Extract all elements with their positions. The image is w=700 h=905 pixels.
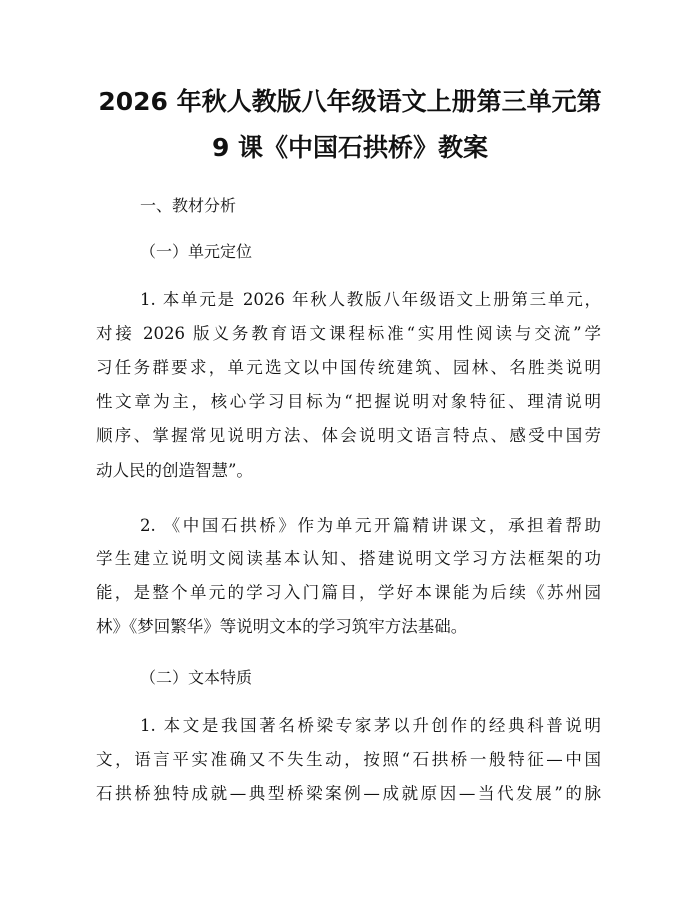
paragraph-2-line: 2. 《中国石拱桥》作为单元开篇精讲课文，承担着帮助	[140, 516, 601, 535]
paragraph-2-line: 能，是整个单元的学习入门篇目，学好本课能为后续《苏州园	[96, 583, 601, 602]
paragraph-1-line: 性文章为主，核心学习目标为“把握说明对象特征、理清说明	[96, 392, 601, 411]
document-title-line-2: 9 课《中国石拱桥》教案	[211, 133, 489, 162]
paragraph-3-line: 石拱桥独特成就—典型桥梁案例—成就原因—当代发展”的脉	[96, 784, 601, 803]
paragraph-1-line: 习任务群要求，单元选文以中国传统建筑、园林、名胜类说明	[96, 358, 601, 377]
paragraph-3-line: 文，语言平实准确又不失生动，按照“石拱桥一般特征—中国	[96, 750, 601, 769]
paragraph-2-line: 林》《梦回繁华》等说明文本的学习筑牢方法基础。	[96, 617, 468, 636]
paragraph-1-line: 1. 本单元是 2026 年秋人教版八年级语文上册第三单元，	[140, 290, 601, 309]
paragraph-2-line: 学生建立说明文阅读基本认知、搭建说明文学习方法框架的功	[96, 549, 601, 568]
subsection-heading-unit-position: （一）单元定位	[140, 242, 253, 261]
paragraph-1-line: 顺序、掌握常见说明方法、体会说明文语言特点、感受中国劳	[96, 426, 601, 445]
paragraph-1-line: 动人民的创造智慧”。	[96, 461, 253, 480]
section-heading-teaching-analysis: 一、教材分析	[140, 196, 237, 215]
paragraph-1-line: 对接 2026 版义务教育语文课程标准“实用性阅读与交流”学	[96, 324, 601, 343]
paragraph-3-line: 1. 本文是我国著名桥梁专家茅以升创作的经典科普说明	[140, 716, 601, 735]
document-title-line-1: 2026 年秋人教版八年级语文上册第三单元第	[98, 87, 602, 116]
subsection-heading-text-features: （二）文本特质	[140, 668, 253, 687]
